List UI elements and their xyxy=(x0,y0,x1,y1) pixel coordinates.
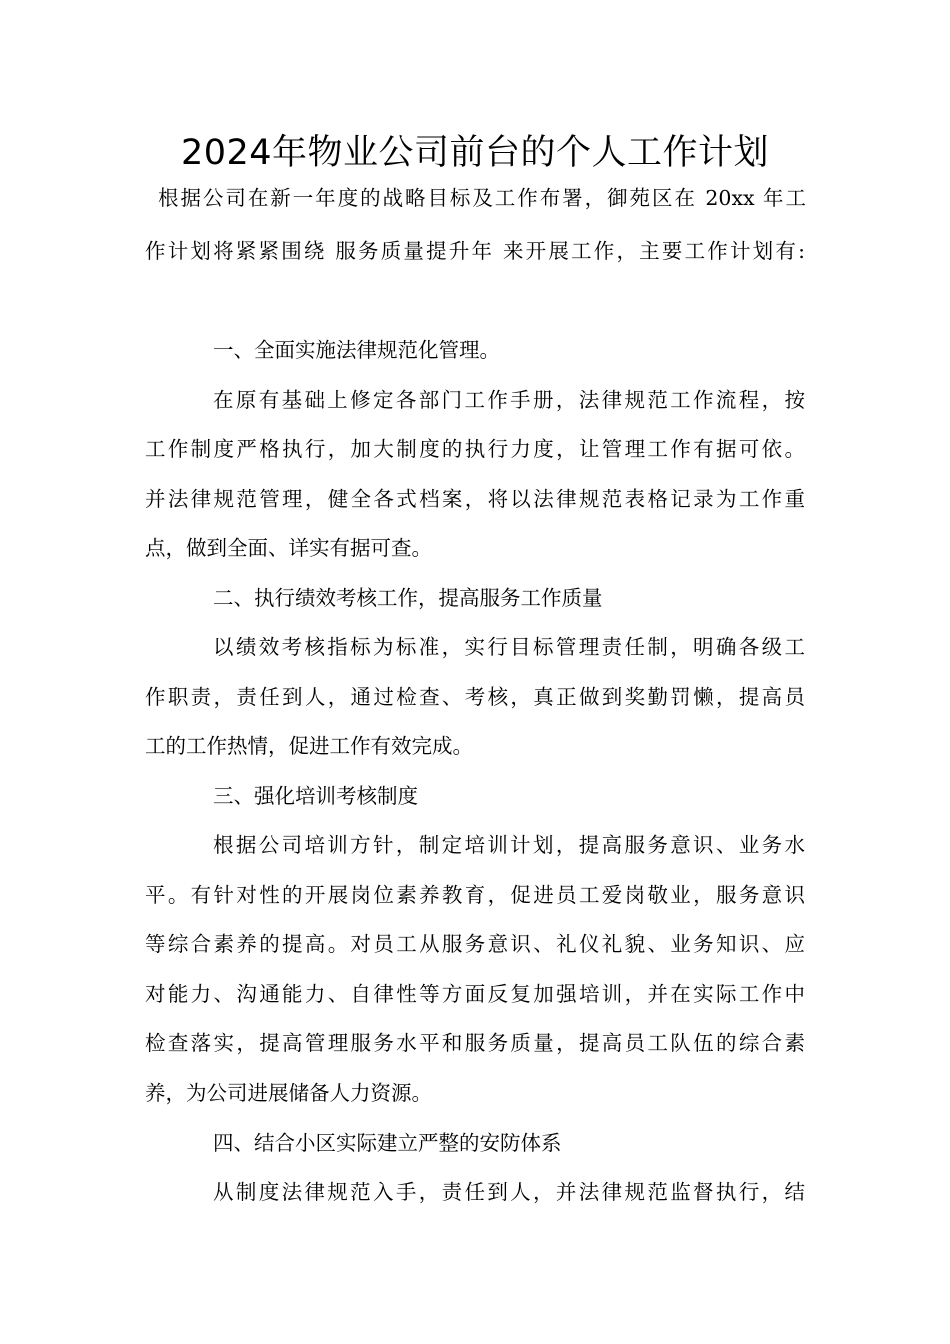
document-title: 2024年物业公司前台的个人工作计划 xyxy=(180,133,770,173)
paragraph-line: 养，为公司进展储备人力资源。 xyxy=(145,1081,432,1105)
paragraph-line: 等综合素养的提高。对员工从服务意识、礼仪礼貌、业务知识、应 xyxy=(145,932,805,956)
paragraph-line: 并法律规范管理，健全各式档案，将以法律规范表格记录为工作重 xyxy=(145,487,805,511)
paragraph-line: 对能力、沟通能力、自律性等方面反复加强培训，并在实际工作中 xyxy=(145,982,805,1006)
paragraph-line: 在原有基础上修定各部门工作手册，法律规范工作流程，按 xyxy=(213,388,805,412)
section-heading: 四、结合小区实际建立严整的安防体系 xyxy=(213,1131,562,1155)
paragraph-line: 点，做到全面、详实有据可查。 xyxy=(145,536,432,560)
paragraph-line: 从制度法律规范入手，责任到人，并法律规范监督执行，结 xyxy=(213,1180,805,1204)
paragraph-line: 工的工作热情，促进工作有效完成。 xyxy=(145,734,473,758)
paragraph-line: 以绩效考核指标为标准，实行目标管理责任制，明确各级工 xyxy=(213,635,805,659)
paragraph-line: 根据公司在新一年度的战略目标及工作布署，御苑区在 20xx 年工 xyxy=(158,186,806,210)
paragraph-line: 工作制度严格执行，加大制度的执行力度，让管理工作有据可依。 xyxy=(145,437,805,461)
paragraph-line: 检查落实，提高管理服务水平和服务质量，提高员工队伍的综合素 xyxy=(145,1031,805,1055)
section-heading: 一、全面实施法律规范化管理。 xyxy=(213,338,500,362)
section-heading: 三、强化培训考核制度 xyxy=(213,784,418,808)
paragraph-line: 平。有针对性的开展岗位素养教育，促进员工爱岗敬业，服务意识 xyxy=(145,883,805,907)
paragraph-line: 作计划将紧紧围绕 服务质量提升年 来开展工作，主要工作计划有: xyxy=(145,239,805,263)
paragraph-line: 根据公司培训方针，制定培训计划，提高服务意识、业务水 xyxy=(213,833,805,857)
section-heading: 二、执行绩效考核工作，提高服务工作质量 xyxy=(213,586,603,610)
paragraph-line: 作职责，责任到人，通过检查、考核，真正做到奖勤罚懒，提高员 xyxy=(145,685,805,709)
